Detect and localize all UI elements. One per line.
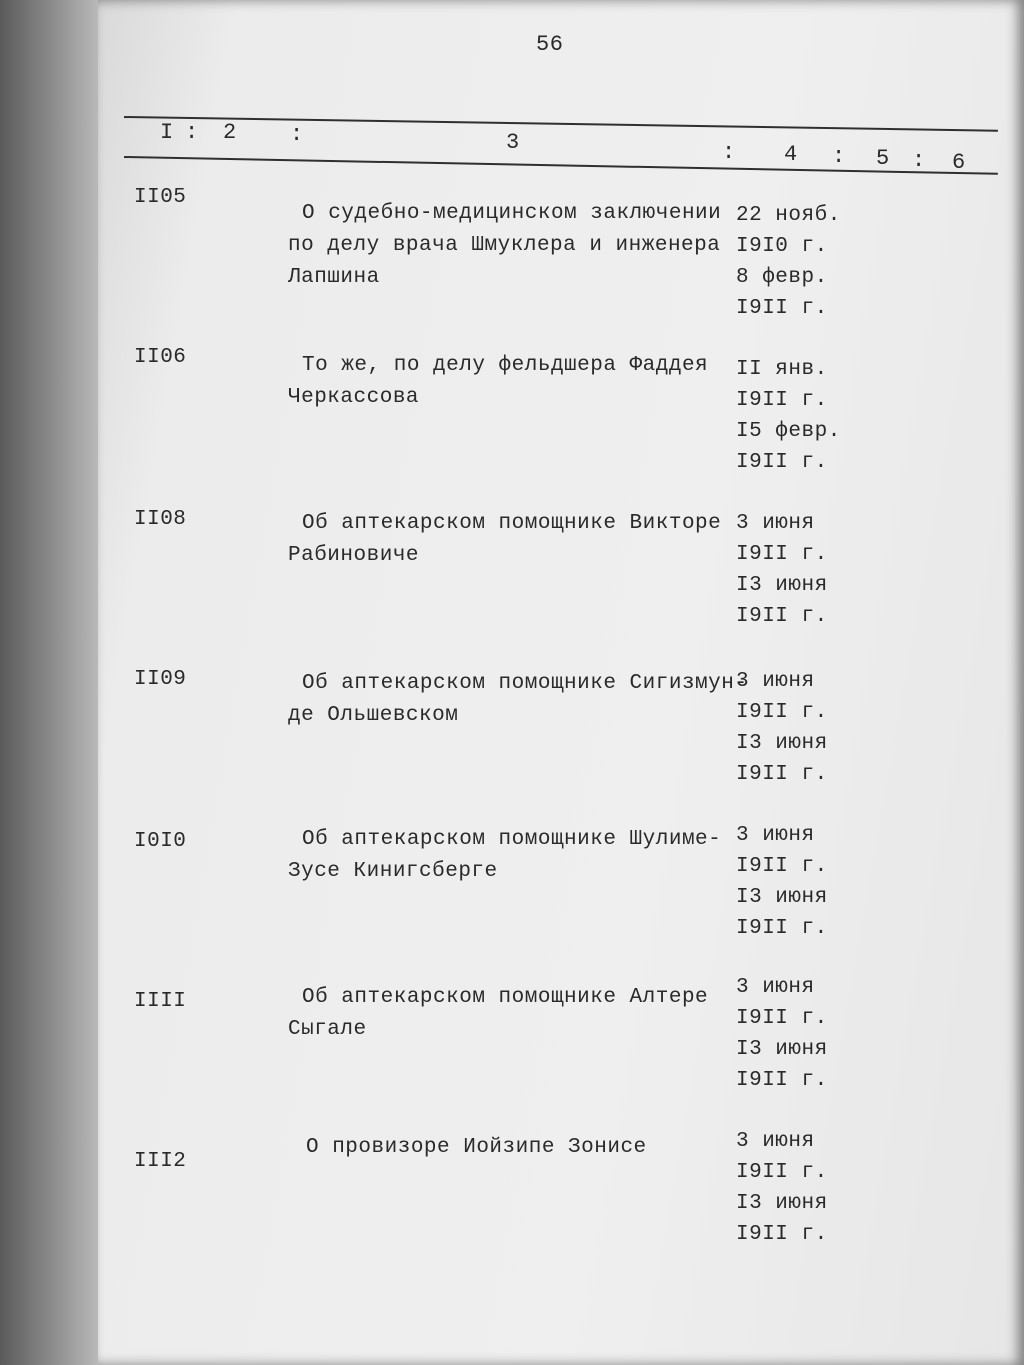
entry-dates (736, 508, 828, 632)
column-6-header: 6 (952, 150, 966, 175)
entry-description (288, 824, 721, 888)
start-date: 3 июня (736, 824, 815, 847)
entry-description (288, 508, 721, 572)
description-line: де Ольшевском (288, 704, 459, 727)
description-line: О судебно-медицинском заключении (302, 202, 722, 225)
end-year: I9II г. (736, 1223, 828, 1246)
start-year: I9II г. (736, 855, 828, 878)
description-line: Рабиновиче (288, 544, 420, 567)
start-year: I9II г. (736, 1161, 828, 1184)
entry-number: III2 (134, 1150, 187, 1173)
end-date: I3 июня (736, 886, 828, 909)
description-line: Об аптекарском помощнике Алтере (302, 986, 709, 1009)
entry-description (288, 198, 721, 294)
entry-description (292, 1132, 647, 1164)
entry-dates (736, 666, 828, 790)
column-separator: : (185, 120, 199, 145)
entry-number: II06 (134, 346, 187, 369)
page-number: 56 (536, 32, 564, 57)
entry-dates (736, 972, 828, 1096)
start-date: 22 нояб. (736, 204, 841, 227)
description-line: О провизоре Иойзипе Зонисе (306, 1136, 647, 1159)
column-separator: : (912, 148, 926, 173)
entry-dates (736, 1126, 828, 1250)
entry-number: II05 (134, 186, 187, 209)
description-line: Об аптекарском помощнике Сигизмун- (302, 672, 748, 695)
start-date: 3 июня (736, 670, 815, 693)
column-5-header: 5 (876, 146, 890, 171)
start-year: I9II г. (736, 1007, 828, 1030)
start-date: 3 июня (736, 512, 815, 535)
description-line: Черкассова (288, 386, 420, 409)
entry-description (288, 350, 708, 414)
description-line: Лапшина (288, 266, 380, 289)
start-date: 3 июня (736, 1130, 815, 1153)
description-line: Об аптекарском помощнике Викторе (302, 512, 722, 535)
start-date: II янв. (736, 358, 828, 381)
end-year: I9II г. (736, 763, 828, 786)
end-year: I9II г. (736, 917, 828, 940)
end-date: I3 июня (736, 1038, 828, 1061)
description-line: То же, по делу фельдшера Фаддея (302, 354, 709, 377)
end-year: I9II г. (736, 297, 828, 320)
end-date: I3 июня (736, 574, 828, 597)
column-separator: : (832, 144, 846, 169)
end-date: I3 июня (736, 1192, 828, 1215)
entry-number: II09 (134, 668, 187, 691)
description-line: Сыгале (288, 1018, 367, 1041)
entry-number: II08 (134, 508, 187, 531)
start-date: 3 июня (736, 976, 815, 999)
entry-dates (736, 354, 841, 478)
start-year: I9II г. (736, 389, 828, 412)
end-year: I9II г. (736, 605, 828, 628)
column-separator: : (722, 140, 736, 165)
description-line: Зусе Кинигсберге (288, 860, 498, 883)
entry-description (288, 668, 747, 732)
end-year: I9II г. (736, 451, 828, 474)
column-4-header: 4 (784, 142, 798, 167)
book-gutter (0, 0, 98, 1365)
end-year: I9II г. (736, 1069, 828, 1092)
start-year: I9I0 г. (736, 235, 828, 258)
entry-description (288, 982, 708, 1046)
end-date: I3 июня (736, 732, 828, 755)
entry-number: IIII (134, 990, 187, 1013)
column-separator: : (290, 122, 304, 147)
description-line: Об аптекарском помощнике Шулиме- (302, 828, 722, 851)
column-3-header: 3 (506, 130, 520, 155)
entry-dates (736, 200, 841, 324)
column-2-header: 2 (223, 120, 237, 145)
entry-number: I0I0 (134, 830, 187, 853)
start-year: I9II г. (736, 701, 828, 724)
description-line: по делу врача Шмуклера и инженера (288, 234, 721, 257)
column-1-header: I (160, 120, 174, 145)
start-year: I9II г. (736, 543, 828, 566)
end-date: 8 февр. (736, 266, 828, 289)
entry-dates (736, 820, 828, 944)
end-date: I5 февр. (736, 420, 841, 443)
